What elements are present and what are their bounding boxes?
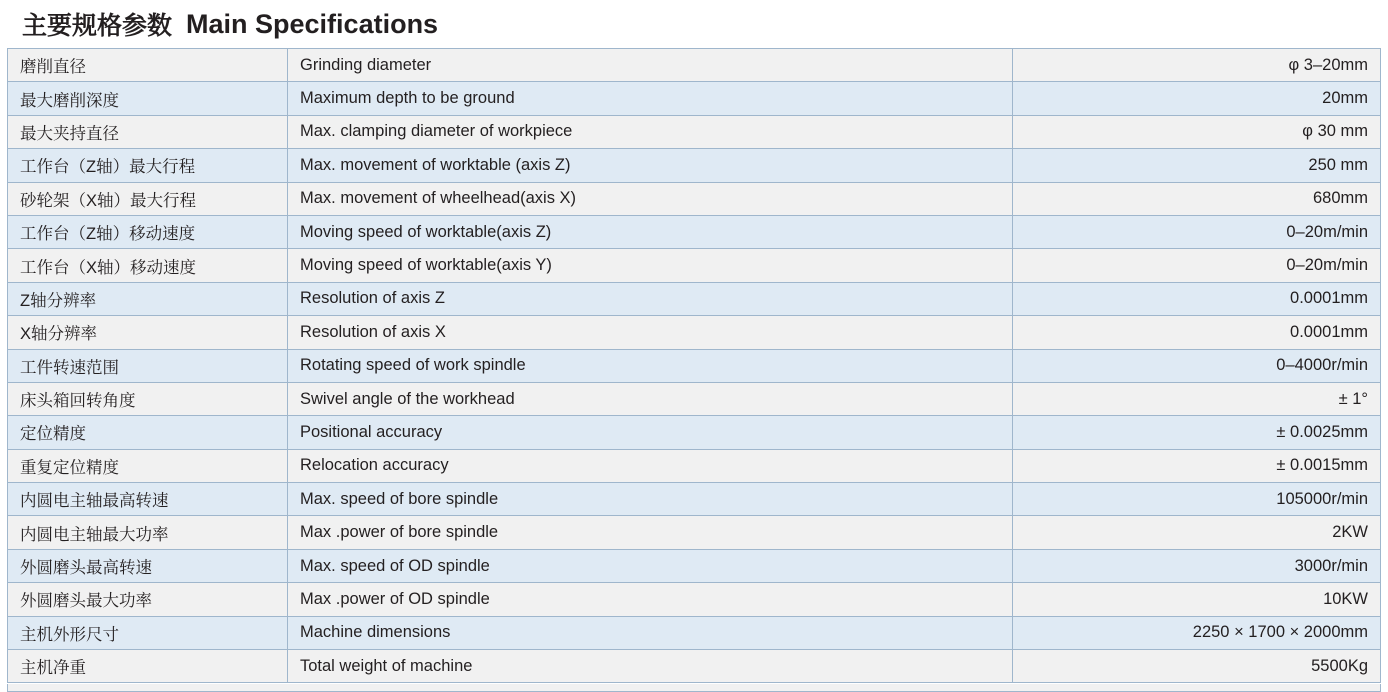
spec-label-chinese: 内圆电主轴最高转速: [8, 483, 288, 516]
spec-value: φ 30 mm: [1013, 115, 1381, 148]
spec-value: 2250 × 1700 × 2000mm: [1013, 616, 1381, 649]
table-row: [8, 215, 1381, 248]
spec-label-chinese: 内圆电主轴最大功率: [8, 516, 288, 549]
spec-label-english: Moving speed of worktable(axis Y): [288, 249, 1013, 282]
spec-label-chinese: 砂轮架（X轴）最大行程: [8, 182, 288, 215]
spec-label-english: Positional accuracy: [288, 416, 1013, 449]
spec-label-english: Machine dimensions: [288, 616, 1013, 649]
table-row: [8, 650, 1381, 683]
spec-value: 2KW: [1013, 516, 1381, 549]
table-row: [8, 616, 1381, 649]
spec-value: 680mm: [1013, 182, 1381, 215]
spec-label-chinese: 重复定位精度: [8, 449, 288, 482]
table-row: [8, 282, 1381, 315]
spec-label-chinese: 主机外形尺寸: [8, 616, 288, 649]
spec-value: ± 0.0025mm: [1013, 416, 1381, 449]
spec-label-chinese: Z轴分辨率: [8, 282, 288, 315]
spec-label-english: Total weight of machine: [288, 650, 1013, 683]
spec-label-english: Max .power of bore spindle: [288, 516, 1013, 549]
table-row: [8, 516, 1381, 549]
spec-label-english: Relocation accuracy: [288, 449, 1013, 482]
spec-value: φ 3–20mm: [1013, 49, 1381, 82]
spec-label-chinese: 工作台（Z轴）移动速度: [8, 215, 288, 248]
table-row: [8, 82, 1381, 115]
spec-label-chinese: 床头箱回转角度: [8, 382, 288, 415]
spec-value: 0.0001mm: [1013, 282, 1381, 315]
spec-label-chinese: 最大夹持直径: [8, 115, 288, 148]
spec-value: 10KW: [1013, 583, 1381, 616]
spec-label-english: Swivel angle of the workhead: [288, 382, 1013, 415]
spec-value: 20mm: [1013, 82, 1381, 115]
page-title: [0, 0, 1388, 48]
spec-label-english: Grinding diameter: [288, 49, 1013, 82]
spec-label-chinese: 工件转速范围: [8, 349, 288, 382]
table-row: [8, 149, 1381, 182]
spec-value: 5500Kg: [1013, 650, 1381, 683]
table-row: [8, 115, 1381, 148]
table-row: [8, 382, 1381, 415]
spec-label-chinese: 主机净重: [8, 650, 288, 683]
spec-label-english: Max .power of OD spindle: [288, 583, 1013, 616]
spec-label-english: Maximum depth to be ground: [288, 82, 1013, 115]
table-row: [8, 49, 1381, 82]
table-row: [8, 316, 1381, 349]
spec-label-english: Max. speed of bore spindle: [288, 483, 1013, 516]
spec-label-chinese: 外圆磨头最高转速: [8, 549, 288, 582]
table-row: [8, 483, 1381, 516]
spec-label-english: Resolution of axis Z: [288, 282, 1013, 315]
spec-value: 3000r/min: [1013, 549, 1381, 582]
spec-label-english: Rotating speed of work spindle: [288, 349, 1013, 382]
spec-label-chinese: 最大磨削深度: [8, 82, 288, 115]
spec-value: 0.0001mm: [1013, 316, 1381, 349]
page-title-chinese: 主要规格参数: [22, 12, 173, 40]
spec-value: 0–20m/min: [1013, 215, 1381, 248]
spec-label-english: Moving speed of worktable(axis Z): [288, 215, 1013, 248]
spec-label-chinese: 工作台（Z轴）最大行程: [8, 149, 288, 182]
spec-value: 250 mm: [1013, 149, 1381, 182]
page-title-english: Main Specifications: [186, 8, 439, 39]
table-row: [8, 449, 1381, 482]
spec-label-english: Max. movement of wheelhead(axis X): [288, 182, 1013, 215]
table-row: [8, 416, 1381, 449]
spec-value: 0–4000r/min: [1013, 349, 1381, 382]
spec-label-chinese: X轴分辨率: [8, 316, 288, 349]
spec-value: ± 1°: [1013, 382, 1381, 415]
spec-value: ± 0.0015mm: [1013, 449, 1381, 482]
spec-label-english: Max. speed of OD spindle: [288, 549, 1013, 582]
table-bottom-strip: [7, 684, 1381, 692]
spec-label-chinese: 外圆磨头最大功率: [8, 583, 288, 616]
spec-label-english: Resolution of axis X: [288, 316, 1013, 349]
table-row: [8, 549, 1381, 582]
specifications-table: [7, 48, 1381, 683]
spec-label-english: Max. movement of worktable (axis Z): [288, 149, 1013, 182]
table-row: [8, 583, 1381, 616]
spec-label-chinese: 工作台（X轴）移动速度: [8, 249, 288, 282]
table-row: [8, 249, 1381, 282]
spec-value: 105000r/min: [1013, 483, 1381, 516]
table-row: [8, 182, 1381, 215]
spec-label-english: Max. clamping diameter of workpiece: [288, 115, 1013, 148]
spec-value: 0–20m/min: [1013, 249, 1381, 282]
table-row: [8, 349, 1381, 382]
spec-label-chinese: 磨削直径: [8, 49, 288, 82]
spec-label-chinese: 定位精度: [8, 416, 288, 449]
